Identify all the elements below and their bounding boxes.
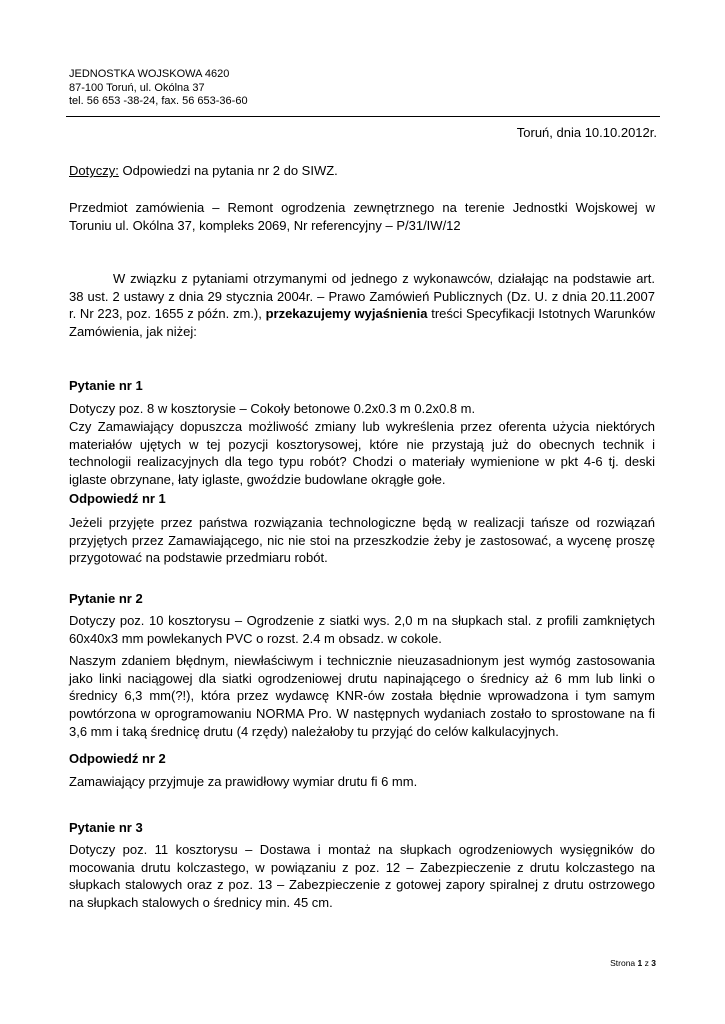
letter-date: Toruń, dnia 10.10.2012r. bbox=[516, 125, 657, 140]
footer-label: Strona bbox=[610, 958, 636, 968]
letterhead-address: 87-100 Toruń, ul. Okólna 37 bbox=[69, 81, 205, 94]
letterhead-unit: JEDNOSTKA WOJSKOWA 4620 bbox=[69, 68, 230, 80]
question-3-text: Dotyczy poz. 11 kosztorysu – Dostawa i montaż na słupkach ogrodzeniowych wysięgników do mocowania drutu kolczastego, w powiązaniu z poz. 12 – Zabezpieczenie z drutu kolczastego na słupkach stalowych oraz z poz. 13 – Zabezpieczenie z gotowej zapory spiralnej z drutu ostrzowego na słupkach stalowych o średnicy min. 45 cm. bbox=[69, 842, 655, 911]
subject-text: Odpowiedzi na pytania nr 2 do SIWZ. bbox=[118, 163, 338, 178]
letterhead bbox=[69, 68, 248, 109]
answer-2-title: Odpowiedź nr 2 bbox=[69, 751, 166, 766]
page-footer bbox=[610, 958, 656, 968]
intro-bold: przekazujemy wyjaśnienia bbox=[265, 306, 428, 322]
contract-object: Przedmiot zamówienia – Remont ogrodzenia zewnętrznego na terenie Jednostki Wojskowej w Toruniu ul. Okólna 37, kompleks 2069, Nr referencyjny – P/31/IW/12 bbox=[69, 200, 655, 233]
answer-1-title: Odpowiedź nr 1 bbox=[69, 491, 166, 506]
intro-text-end: treści Specyfikacji Istotnych Warunków Zamówienia, jak niżej: bbox=[69, 306, 656, 340]
answer-2-text: Zamawiający przyjmuje za prawidłowy wymiar drutu fi 6 mm. bbox=[69, 774, 418, 789]
footer-of: z bbox=[644, 958, 649, 968]
footer-page-total: 3 bbox=[651, 958, 656, 968]
question-2-reference: Dotyczy poz. 10 kosztorysu – Ogrodzenie z siatki wys. 2,0 m na słupkach stal. z profili zamkniętych 60x40x3 mm powlekanych PVC o rozst. 2.4 m obsadz. w cokole. bbox=[69, 613, 655, 646]
question-3-title: Pytanie nr 3 bbox=[69, 820, 143, 835]
subject-label: Dotyczy: bbox=[69, 163, 119, 178]
answer-1-text: Jeżeli przyjęte przez państwa rozwiązania technologiczne będą w realizacji tańsze od rozwiązań przyjętych przez Zamawiającego, nic nie stoi na przeszkodzie żeby je zastosować, a wycenę proszę przygotować na podstawie przedmiaru robót. bbox=[69, 515, 655, 566]
intro-text-start: W związku z pytaniami otrzymanymi od jednego z wykonawców, działając na podstawie art. 38 ust. 2 ustawy z dnia 29 stycznia 2004r. – Prawo Zamówień Publicznych (Dz. U. z dnia 20.11.2007 r. Nr 223, poz. 1655 z późn. zm.), bbox=[69, 271, 655, 322]
question-1-body bbox=[69, 414, 655, 489]
subject-line bbox=[69, 162, 655, 180]
footer-page-number: 1 bbox=[637, 958, 643, 968]
header-divider bbox=[66, 116, 660, 117]
letterhead-phone: tel. 56 653 -38-24, fax. 56 653-36-60 bbox=[69, 95, 248, 107]
question-1-title: Pytanie nr 1 bbox=[69, 378, 143, 393]
question-1-reference: Dotyczy poz. 8 w kosztorysie – Cokoły betonowe 0.2x0.3 m 0.2x0.8 m. bbox=[69, 401, 476, 416]
question-2-title: Pytanie nr 2 bbox=[69, 591, 143, 606]
intro-paragraph bbox=[69, 270, 655, 341]
question-1-text: Czy Zamawiający dopuszcza możliwość zmiany lub wykreślenia przez oferenta użycia niektórych materiałów ujętych w tej pozycji kosztorysowej, które nie przystają już do obecnych technik i technologii realizacyjnych dla tego typu robót? Chodzi o materiały wymienione w pkt 4-6 tj. deski iglaste obrzynane, łaty iglaste, gwoździe budowlane okrągłe gołe. bbox=[69, 419, 655, 488]
question-2-text: Naszym zdaniem błędnym, niewłaściwym i technicznie nieuzasadnionym jest wymóg zastosowania jako linki naciągowej dla siatki ogrodzeniowej drutu napinającego o średnicy aż 6 mm lub linki o średnicy 6,3 mm(?!), która przez wydawcę KNR-ów została błędnie wprowadzona i tym samym powtórzona w oprogramowaniu NORMA Pro. W następnych wydaniach zostało to sprostowane na fi 3,6 mm i taką średnicę drutu (4 rzędy) należałoby tu przyjąć do celów kalkulacyjnych. bbox=[69, 653, 655, 739]
